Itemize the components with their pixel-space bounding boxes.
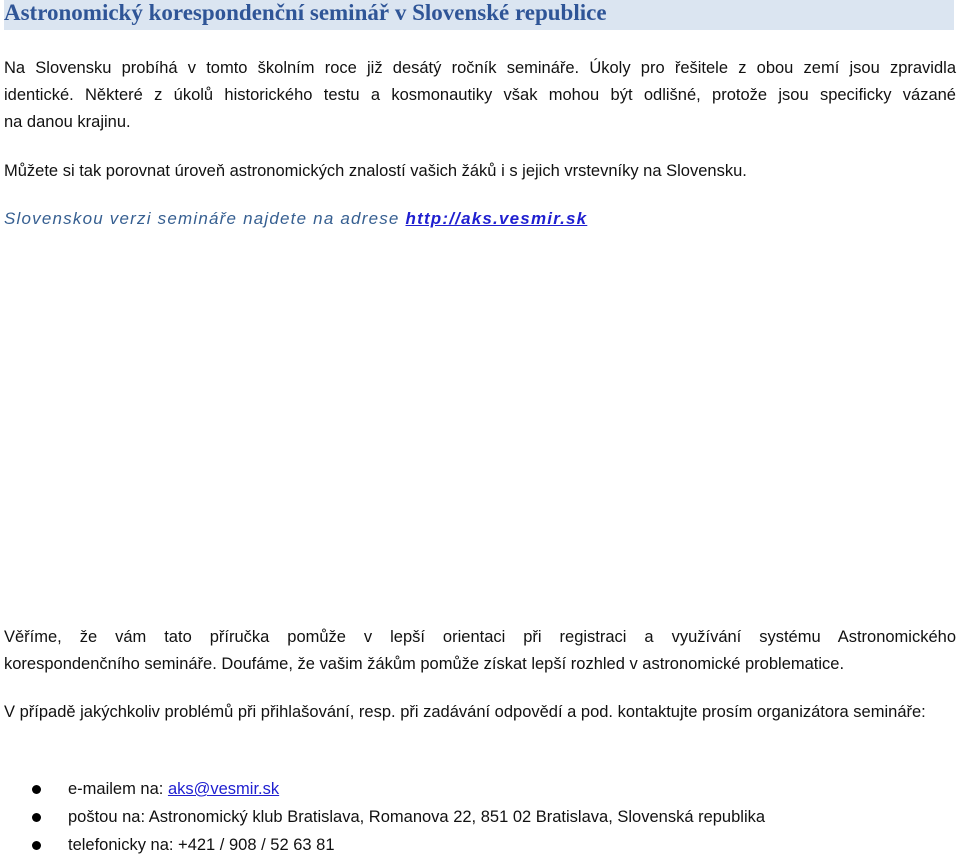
contact-email-item [30,775,765,803]
contact-intro-paragraph: V případě jakýchkoliv problémů při přihlašování, resp. při zadávání odpovědí a pod. kontaktujte prosím organizátora semináře: [4,703,926,721]
bullet-icon [32,785,41,794]
email-label: e-mailem na: [68,780,168,798]
contact-phone-item [30,831,765,859]
post-address: poštou na: Astronomický klub Bratislava, Romanova 22, 851 02 Bratislava, Slovenská republika [68,808,766,826]
intro-line-2: identické. Některé z úkolů historického testu a kosmonautiky však mohou být odlišné, protože jsou specificky vázané [4,86,956,104]
closing-paragraph [4,624,956,678]
slovak-version-text: Slovenskou verzi semináře najdete na adrese [4,209,406,228]
closing-line-1: Věříme, že vám tato příručka pomůže v lepší orientaci při registraci a využívání systému Astronomického [4,628,956,646]
closing-line-2: korespondenčního semináře. Doufáme, že vašim žákům pomůže získat lepší rozhled v astronomické problematice. [4,655,845,673]
contact-post-item [30,803,765,831]
intro-paragraph [4,55,956,136]
phone-number: telefonicky na: +421 / 908 / 52 63 81 [68,836,335,854]
email-link[interactable]: aks@vesmir.sk [167,780,280,798]
slovak-version-paragraph [4,205,956,232]
intro-line-1: Na Slovensku probíhá v tomto školním roce již desátý ročník semináře. Úkoly pro řešitele z obou zemí jsou zpravidla [4,59,956,77]
slovak-version-link[interactable]: http://aks.vesmir.sk [405,209,588,228]
compare-paragraph: Můžete si tak porovnat úroveň astronomických znalostí vašich žáků i s jejich vrstevníky na Slovensku. [4,162,747,180]
intro-line-3: na danou krajinu. [4,113,131,131]
page-title: Astronomický korespondenční seminář v Slovenské republice [4,0,954,30]
bullet-icon [32,813,41,822]
contact-list [30,775,765,859]
bullet-icon [32,841,41,850]
